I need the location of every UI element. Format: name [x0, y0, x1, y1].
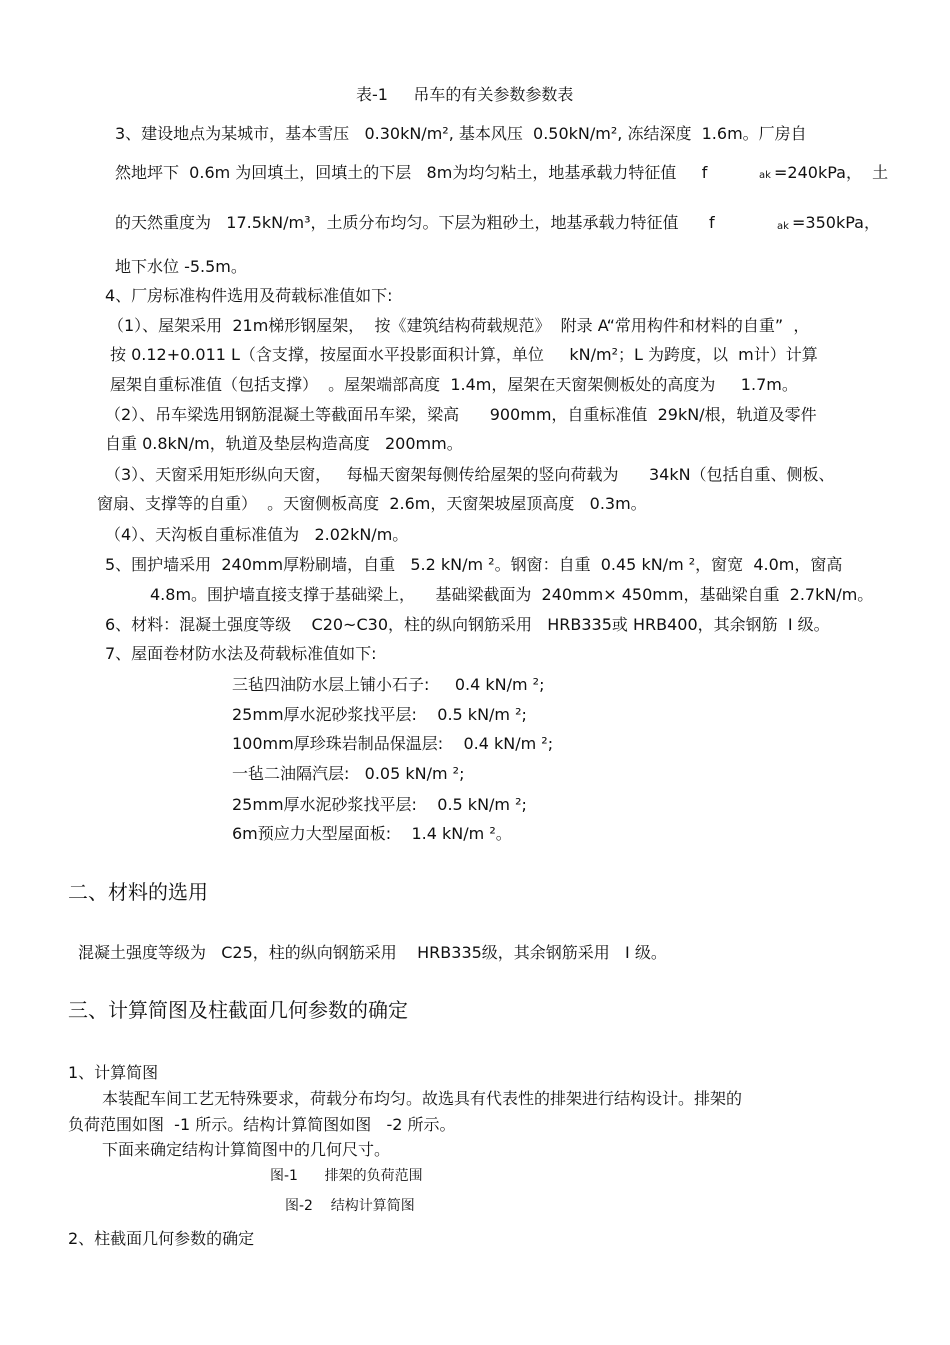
item3-line1: 3、建设地点为某城市，基本雪压 0.30kN/m², 基本风压 0.50kN/m², 冻结深度 1.6m。厂房自	[115, 124, 807, 143]
item5-line1: 5、围护墙采用 240mm厚粉刷墙，自重 5.2 kN/m ²。钢窗：自重 0.45 kN/m ²，窗宽 4.0m，窗高	[105, 555, 843, 574]
item3-line2: 然地坪下 0.6m 为回填土，回填土的下层 8m为均匀粘土，地基承载力特征值 f	[115, 163, 708, 182]
section3-heading: 三、计算简图及柱截面几何参数的确定	[68, 998, 408, 1022]
item4-line3: 屋架自重标准值（包括支撑） 。屋架端部高度 1.4m，屋架在天窗架侧板处的高度为 1.7m。	[110, 375, 798, 394]
item4-title: 4、厂房标准构件选用及荷载标准值如下:	[105, 286, 393, 305]
roof-layer: 100mm厚珍珠岩制品保温层: 0.4 kN/m ²;	[232, 734, 554, 753]
item4-line8: （4）、天沟板自重标准值为 2.02kN/m。	[105, 525, 409, 544]
figure1-caption: 图-1 排架的负荷范围	[270, 1168, 423, 1184]
item4-line6: （3）、天窗采用矩形纵向天窗， 每榀天窗架每侧传给屋架的竖向荷载为 34kN（包括自重、侧板、	[105, 465, 835, 484]
roof-layer: 6m预应力大型屋面板: 1.4 kN/m ²。	[232, 824, 512, 843]
item7-title: 7、屋面卷材防水法及荷载标准值如下:	[105, 644, 377, 663]
section3-para-line3: 下面来确定结构计算简图中的几何尺寸。	[102, 1140, 391, 1159]
fak-value-2: =350kPa，	[792, 213, 880, 232]
roof-layer: 一毡二油隔汽层: 0.05 kN/m ²;	[232, 764, 465, 783]
section2-heading: 二、材料的选用	[68, 880, 208, 904]
fak-subscript-2: ak	[777, 221, 789, 232]
section2-body: 混凝土强度等级为 C25，柱的纵向钢筋采用 HRB335级，其余钢筋采用 Ⅰ 级。	[78, 943, 667, 962]
section3-para-line1: 本装配车间工艺无特殊要求，荷载分布均匀。故选具有代表性的排架进行结构设计。排架的	[102, 1089, 743, 1108]
section3-sub2: 2、柱截面几何参数的确定	[68, 1229, 255, 1248]
item4-line5: 自重 0.8kN/m，轨道及垫层构造高度 200mm。	[105, 434, 463, 453]
item3-line4: 地下水位 -5.5m。	[115, 257, 247, 276]
fak-subscript-1: ak	[759, 170, 771, 181]
item3-line3: 的天然重度为 17.5kN/m³，土质分布均匀。下层为粗砂土，地基承载力特征值 f	[115, 213, 715, 232]
item5-line2: 4.8m。围护墙直接支撑于基础梁上， 基础梁截面为 240mm× 450mm，基础梁自重 2.7kN/m。	[150, 585, 874, 604]
section3-para-line2: 负荷范围如图 -1 所示。结构计算简图如图 -2 所示。	[68, 1115, 456, 1134]
table-caption: 表-1 吊车的有关参数参数表	[356, 85, 574, 104]
roof-layer: 25mm厚水泥砂浆找平层: 0.5 kN/m ²;	[232, 705, 527, 724]
figure2-caption: 图-2 结构计算简图	[285, 1198, 415, 1214]
item4-line1: （1）、屋架采用 21m梯形钢屋架， 按《建筑结构荷载规范》 附录 A“常用构件和材料的自重” ，	[108, 316, 810, 335]
fak-value-1: =240kPa， 土	[774, 163, 889, 182]
item4-line7: 窗扇、支撑等的自重） 。天窗侧板高度 2.6m，天窗架坡屋顶高度 0.3m。	[97, 494, 647, 513]
section3-sub1: 1、计算简图	[68, 1063, 159, 1082]
roof-layer: 三毡四油防水层上铺小石子: 0.4 kN/m ²;	[232, 675, 545, 694]
item4-line2: 按 0.12+0.011 L（含支撑，按屋面水平投影面积计算，单位 kN/m²；L 为跨度，以 m计）计算	[110, 345, 818, 364]
roof-layer: 25mm厚水泥砂浆找平层: 0.5 kN/m ²;	[232, 795, 527, 814]
item4-line4: （2）、吊车梁选用钢筋混凝土等截面吊车梁，梁高 900mm，自重标准值 29kN/根，轨道及零件	[105, 405, 817, 424]
item6: 6、材料：混凝土强度等级 C20~C30，柱的纵向钢筋采用 HRB335或 HRB400，其余钢筋 Ⅰ 级。	[105, 615, 830, 634]
